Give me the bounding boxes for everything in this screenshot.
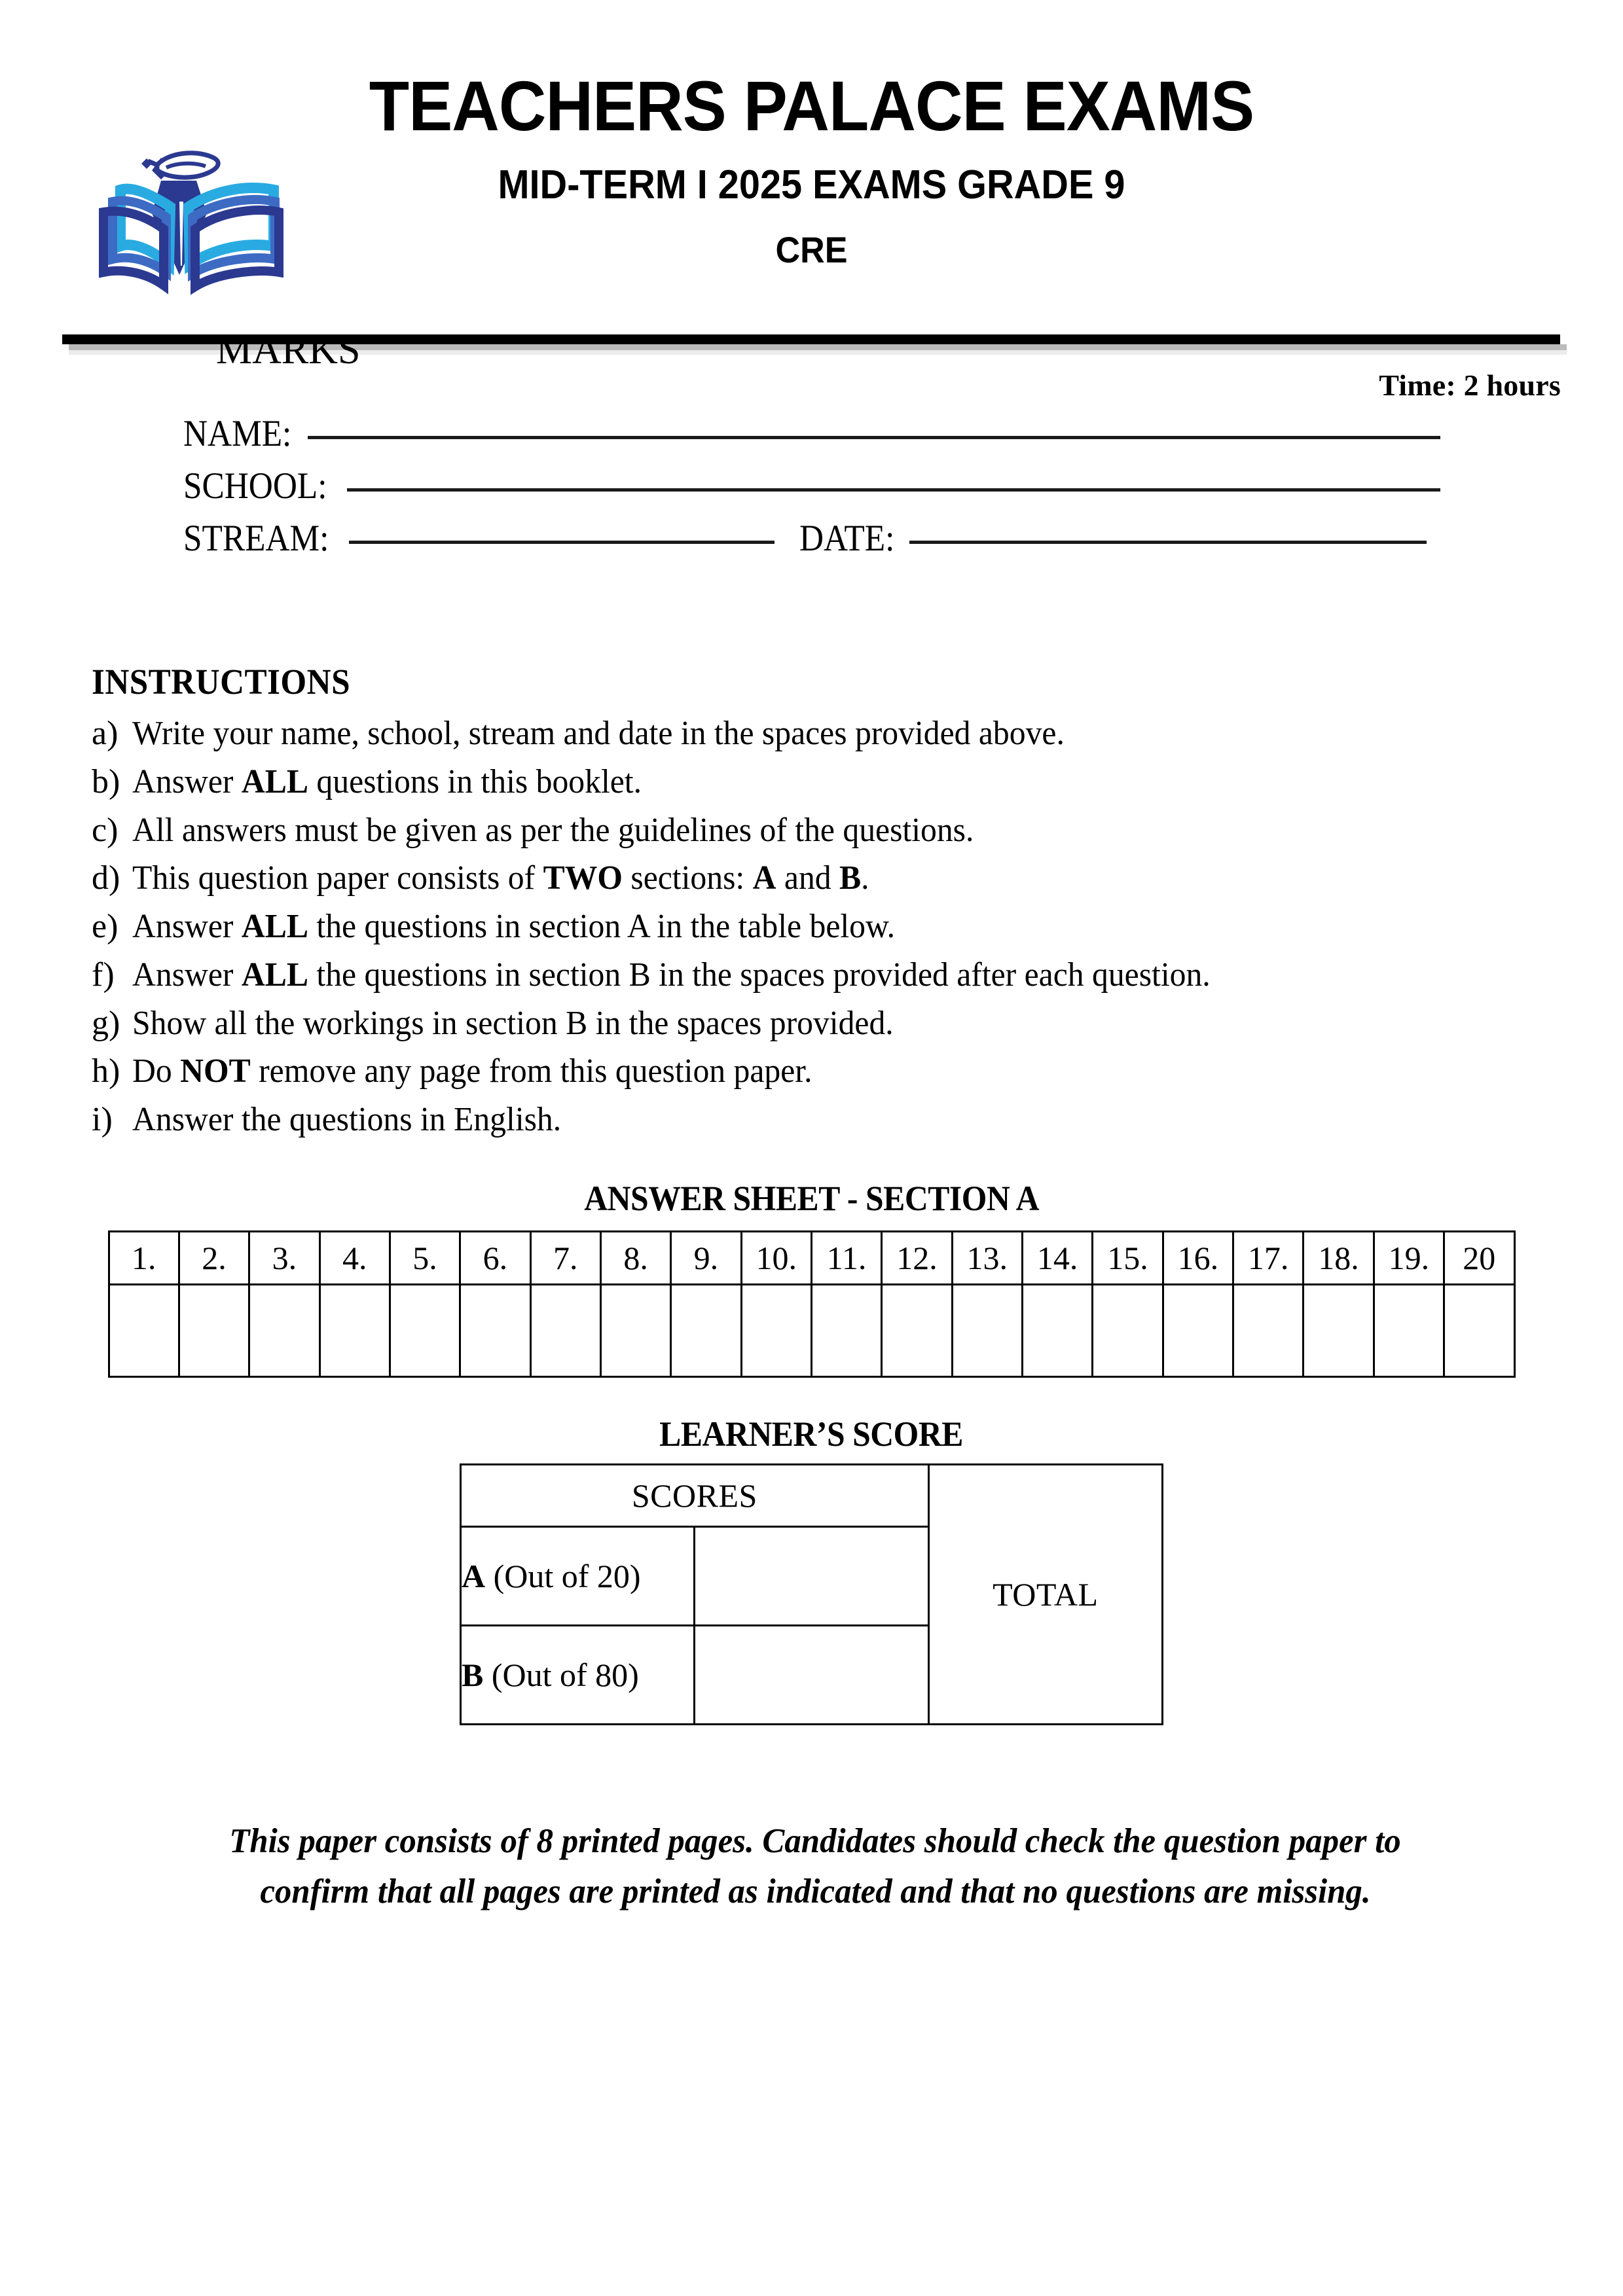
section-a-score-cell[interactable] [695, 1527, 928, 1626]
scores-header-cell: SCORES [461, 1465, 929, 1527]
school-input[interactable] [347, 488, 1440, 492]
section-b-label-cell [461, 1626, 695, 1725]
list-item [92, 807, 1532, 854]
answer-cell[interactable] [319, 1285, 390, 1377]
answer-sheet-section [0, 1178, 1623, 1378]
instruction-marker: e) [92, 908, 119, 945]
instruction-text: All answers must be given as per the guidelines of the questions. [132, 811, 974, 849]
answer-cell[interactable] [1374, 1285, 1444, 1377]
answer-sheet-heading [0, 1178, 1623, 1219]
date-label: DATE: [799, 518, 895, 559]
section-b-letter: B [462, 1657, 484, 1693]
instruction-marker: c) [92, 811, 119, 849]
question-number-cell: 9. [671, 1232, 741, 1285]
list-item [92, 952, 1532, 999]
stream-input[interactable] [349, 541, 775, 544]
question-number-cell: 7. [530, 1232, 600, 1285]
time-label: Time: 2 hours [1379, 368, 1561, 402]
answer-cell[interactable] [882, 1285, 952, 1377]
answer-cell[interactable] [1093, 1285, 1163, 1377]
question-number-cell: 5. [390, 1232, 460, 1285]
page-count-note [164, 1816, 1467, 1917]
table-row [109, 1232, 1514, 1285]
answer-cell[interactable] [530, 1285, 600, 1377]
instruction-text: Show all the workings in section B in the spaces provided. [132, 1004, 894, 1042]
instruction-marker: d) [92, 859, 120, 897]
exam-title: MID-TERM I 2025 EXAMS GRADE 9 [498, 162, 1125, 208]
name-field-row [183, 412, 1440, 465]
answer-cell[interactable] [811, 1285, 881, 1377]
question-number-cell: 3. [249, 1232, 319, 1285]
question-number-cell: 19. [1374, 1232, 1444, 1285]
answer-cell[interactable] [460, 1285, 530, 1377]
name-label: NAME: [183, 413, 292, 454]
title-group [0, 0, 1623, 270]
page-header [0, 0, 1623, 327]
instruction-marker: f) [92, 956, 115, 994]
answer-cell[interactable] [109, 1285, 179, 1377]
instruction-marker: b) [92, 762, 120, 800]
section-b-outof: (Out of 80) [483, 1657, 639, 1693]
question-number-cell: 2. [179, 1232, 249, 1285]
instruction-text: Write your name, school, stream and date in the spaces provided above. [132, 715, 1065, 752]
instruction-text: Answer ALL the questions in section B in the spaces provided after each question. [132, 956, 1211, 994]
section-a-letter: A [462, 1558, 486, 1594]
school-field-row [183, 465, 1440, 517]
date-input[interactable] [909, 541, 1427, 544]
question-number-cell: 4. [319, 1232, 390, 1285]
candidate-details [183, 412, 1440, 569]
page-count-note-line2: confirm that all pages are printed as indicated and that no questions are missing. [259, 1872, 1371, 1910]
instructions-heading: INSTRUCTIONS [92, 662, 351, 702]
learner-score-heading-text: LEARNER’S SCORE [659, 1414, 964, 1454]
question-number-cell: 6. [460, 1232, 530, 1285]
section-a-outof: (Out of 20) [485, 1558, 641, 1594]
answer-sheet-table [108, 1230, 1516, 1378]
instructions-list [92, 710, 1532, 1143]
instruction-marker: a) [92, 715, 119, 752]
instruction-marker: i) [92, 1101, 113, 1138]
question-number-cell: 15. [1093, 1232, 1163, 1285]
answer-cell[interactable] [952, 1285, 1022, 1377]
instruction-text: This question paper consists of TWO sections: A and B. [132, 859, 869, 897]
answer-cell[interactable] [671, 1285, 741, 1377]
stream-date-field-row [183, 517, 1440, 569]
answer-cell[interactable] [1444, 1285, 1514, 1377]
list-item [92, 1048, 1532, 1095]
question-number-cell: 17. [1233, 1232, 1304, 1285]
section-b-score-cell[interactable] [695, 1626, 928, 1725]
answer-cell[interactable] [1022, 1285, 1092, 1377]
stream-label: STREAM: [183, 518, 329, 559]
question-number-cell: 16. [1163, 1232, 1233, 1285]
list-item [92, 855, 1532, 902]
answer-cell[interactable] [390, 1285, 460, 1377]
question-number-cell: 11. [811, 1232, 881, 1285]
learner-score-heading [0, 1414, 1623, 1454]
page-count-note-line1: This paper consists of 8 printed pages. Candidates should check the question paper to [229, 1822, 1401, 1860]
instruction-text: Do NOT remove any page from this question paper. [132, 1052, 812, 1090]
list-item [92, 1096, 1532, 1143]
list-item [92, 1000, 1532, 1047]
section-a-label-cell [461, 1527, 695, 1626]
name-input[interactable] [308, 436, 1440, 439]
list-item [92, 903, 1532, 950]
answer-cell[interactable] [600, 1285, 670, 1377]
question-number-cell: 12. [882, 1232, 952, 1285]
table-row [461, 1465, 1163, 1527]
learner-score-table [460, 1463, 1163, 1725]
instruction-marker: h) [92, 1052, 120, 1090]
learner-score-section [0, 1414, 1623, 1725]
instruction-text: Answer the questions in English. [132, 1101, 562, 1138]
instruction-text: Answer ALL the questions in section A in the table below. [132, 908, 896, 945]
instruction-text: Answer ALL questions in this booklet. [132, 762, 642, 800]
question-number-cell: 18. [1304, 1232, 1374, 1285]
question-number-cell: 10. [741, 1232, 811, 1285]
answer-cell[interactable] [741, 1285, 811, 1377]
instructions-section [92, 661, 1532, 1145]
question-number-cell: 20 [1444, 1232, 1514, 1285]
organization-title: TEACHERS PALACE EXAMS [369, 66, 1254, 145]
question-number-cell: 14. [1022, 1232, 1092, 1285]
subject-title: CRE [775, 229, 848, 271]
answer-cell[interactable] [179, 1285, 249, 1377]
question-number-cell: 1. [109, 1232, 179, 1285]
question-number-cell: 8. [600, 1232, 670, 1285]
question-number-cell: 13. [952, 1232, 1022, 1285]
answer-cell[interactable] [1233, 1285, 1304, 1377]
table-row [109, 1285, 1514, 1377]
school-label: SCHOOL: [183, 465, 327, 507]
answer-cell[interactable] [249, 1285, 319, 1377]
list-item [92, 710, 1532, 757]
clipped-text-artifact: MARKS [216, 328, 361, 372]
answer-cell[interactable] [1163, 1285, 1233, 1377]
list-item [92, 759, 1532, 806]
answer-cell[interactable] [1304, 1285, 1374, 1377]
instruction-marker: g) [92, 1004, 120, 1042]
total-header-text: TOTAL [993, 1576, 1099, 1613]
total-header-cell [928, 1465, 1162, 1725]
answer-sheet-heading-text: ANSWER SHEET - SECTION A [584, 1179, 1039, 1218]
